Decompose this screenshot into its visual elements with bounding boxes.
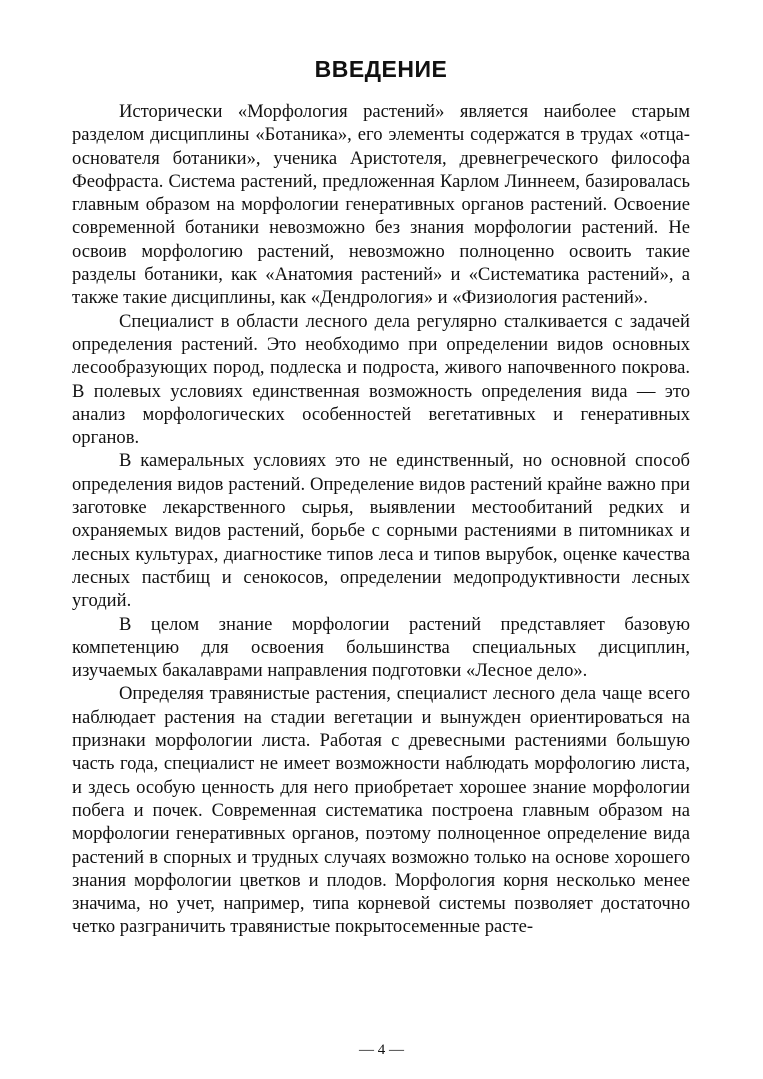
page-number: — 4 — [359, 1042, 404, 1058]
paragraph-5: Определяя травянистые растения, специалист лесного дела чаще всего наблюдает растения на стадии вегетации и вынужден ориентироваться на признаки морфологии листа. Работая с древесными растениями большую часть года, специалист не имеет возможности наблюдать морфологию листа, и здесь особую ценность для него приобретает хорошее знание морфологии побега и почек. Современная систематика построена главным образом на морфологии генеративных органов, поэтому полноценное определение вида растений в спорных и трудных случаях возможно только на основе хорошего знания морфологии цветков и плодов. Морфология корня несколько менее значима, но учет, например, типа корневой системы позволяет достаточно четко разграничить травянистые покрытосеменные расте- [72, 683, 690, 938]
paragraph-2: Специалист в области лесного дела регулярно сталкивается с задачей определения растений. Это необходимо при определении видов основных лесообразующих пород, подлеска и подроста, живого напочвенного покрова. В полевых условиях единственная возможность определения вида — это анализ морфологических особенностей вегетативных и генеративных органов. [72, 310, 690, 449]
paragraph-4: В целом знание морфологии растений представляет базовую компетенцию для освоения большинства специальных дисциплин, изучаемых бакалаврами направления подготовки «Лесное дело». [72, 613, 690, 682]
paragraph-1: Исторически «Морфология растений» является наиболее старым разделом дисциплины «Ботаника», его элементы содержатся в трудах «отца-основателя ботаники», ученика Аристотеля, древнегреческого философа Феофраста. Система растений, предложенная Карлом Линнеем, базировалась главным образом на морфологии генеративных органов растений. Освоение современной ботаники невозможно без знания морфологии растений. Не освоив морфологию растений, невозможно полноценно освоить такие разделы ботаники, как «Анатомия растений» и «Систематика растений», а также такие дисциплины, как «Дендрология» и «Физиология растений». [72, 101, 690, 309]
paragraph-3: В камеральных условиях это не единственный, но основной способ определения видов растений. Определение видов растений крайне важно при заготовке лекарственного сырья, выявлении местообитаний редких и охраняемых видов растений, борьбе с сорными растениями в питомниках и лесных культурах, диагностике типов леса и типов вырубок, оценке качества лесных пастбищ и сенокосов, определении медопродуктивности лесных угодий. [72, 450, 690, 612]
section-title: ВВЕДЕНИЕ [314, 56, 448, 82]
page-body [72, 52, 690, 939]
